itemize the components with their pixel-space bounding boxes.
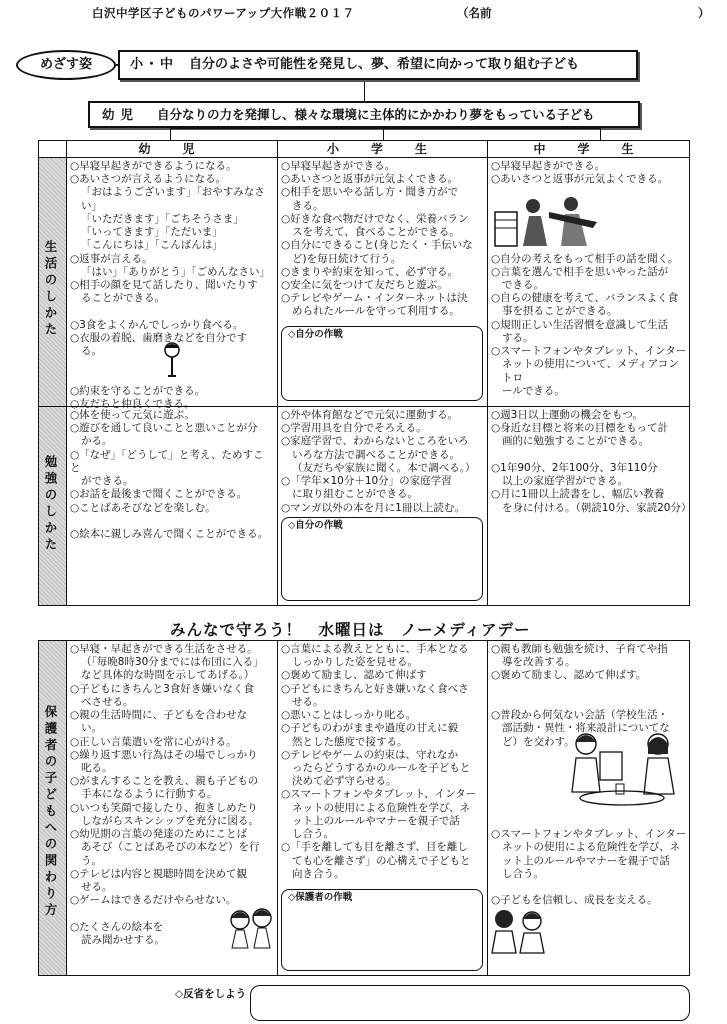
parents-preschool-cell: [67, 641, 277, 949]
study-own-plan-box[interactable]: [281, 517, 483, 601]
list-item: ても心を離さず」の心構えで子どもと: [292, 854, 471, 867]
list-item: （友だちや家族に聞く。本で調べる。）: [292, 461, 476, 474]
list-item: 「いってきます」「ただいま」: [81, 226, 223, 239]
list-item: ○あいさつが言えるようになる。: [70, 173, 227, 186]
list-item: ○スマートフォンやタブレット、インター: [281, 788, 477, 801]
list-item: ど)を毎日続けて行う。: [292, 252, 402, 265]
list-item: ○スマートフォンやタブレット、インター: [491, 345, 687, 358]
list-item: ることができる。: [81, 292, 165, 305]
list-item: [491, 449, 687, 462]
list-item: 叱る。: [81, 761, 113, 774]
list-item: ○自分の考えをもって相手の話を聞く。: [491, 252, 679, 265]
list-item: [491, 696, 687, 709]
list-item: あそび（ことばあそびの本など）を行: [81, 841, 260, 854]
list-item: [491, 881, 687, 894]
list-item: ○絵本に親しみ喜んで聞くことができる。: [70, 527, 269, 540]
list-item: いろな方法で調べることができる。: [292, 448, 460, 461]
list-item: ○早寝早起きができる。: [491, 160, 606, 172]
list-item: ○外や体育館などで元気に運動する。: [281, 409, 459, 421]
name-label: （名前: [457, 6, 492, 20]
list-item: ○あいさつと返事が元気よくできる。: [491, 173, 669, 186]
list-item: ○返事が言える。: [70, 252, 153, 265]
study-section-label: 勉強のしかた: [43, 455, 58, 554]
list-item: 向き合う。: [292, 867, 345, 880]
list-item: ○マンガ以外の本を月に1冊以上読む。: [281, 501, 465, 514]
list-item: ○好きな食べ物だけでなく、栄養バラン: [281, 212, 469, 225]
list-item: 「こんにちは」「こんばんは」: [81, 239, 223, 252]
list-item: 部活動・異性・将来設計についてな: [502, 722, 670, 735]
list-item: ○早寝早起きができる。: [281, 160, 396, 172]
list-item: ○「なぜ」「どうして」と考え、ためすこと: [70, 448, 264, 474]
list-item: ○体を使って元気に遊ぶ。: [70, 409, 195, 421]
list-item: [70, 515, 274, 528]
list-item: ○自らの健康を考えて、バランスよく食: [491, 292, 679, 305]
list-item: ○褒めて励まし、認めて伸ばす: [281, 669, 427, 682]
feedback-label: ◇反省をしよう: [175, 988, 247, 1000]
life-own-plan-label: ◇自分の作戦: [288, 329, 343, 340]
list-item: ○スマートフォンやタブレット、インター: [491, 828, 687, 841]
list-item: ○テレビは内容と視聴時間を決めて観: [70, 867, 247, 880]
list-item: ○3食をよくかんでしっかり食べる。: [70, 318, 244, 331]
parents-section-label: 保護者の子どもへの関わり方: [43, 705, 58, 920]
connector-bar: [170, 128, 601, 129]
list-item: ○テレビやゲーム・インターネットは決: [281, 292, 468, 305]
list-item: ○繰り返す悪い行為はその場でしっかり: [70, 748, 258, 761]
parents-plan-label: ◇保護者の作戦: [288, 892, 353, 903]
column-header-preschool: 幼 児: [138, 142, 205, 156]
no-media-day-title: みんなで守ろう！ 水曜日は ノーメディアデー: [170, 621, 531, 639]
list-item: 導を改善する。: [502, 656, 576, 669]
list-item: ○悪いことはしっかり叱る。: [281, 709, 417, 722]
list-item: ○正しい言葉遣いを常に心がける。: [70, 735, 237, 748]
goal-preschool-text: 自分なりの力を発揮し、様々な環境に主体的にかかわり夢をもっている子ども: [157, 106, 595, 122]
list-item: （「毎晩8時30分までには布団に入る」: [81, 656, 264, 669]
list-item: ネットの使用について、メディアコントロ: [502, 358, 679, 384]
list-item: る。: [81, 345, 102, 358]
parent-child-icon: [488, 905, 550, 955]
list-item: ○約束を守ることができる。: [70, 384, 206, 397]
list-item: ット上のルールやマナーを親子で話: [502, 854, 670, 867]
list-item: [491, 815, 687, 828]
list-item: べさせる。: [81, 695, 134, 708]
list-item: ネットの使用による危険性を学び、ネ: [502, 841, 681, 854]
list-item: せる。: [292, 695, 324, 708]
list-item: に取り組むことができる。: [292, 488, 418, 501]
list-item: う。: [81, 854, 102, 867]
list-item: ○友だちと仲良くできる。: [70, 397, 195, 410]
study-own-plan-label: ◇自分の作戦: [288, 520, 343, 531]
list-item: ○安全に気をつけて友だちと遊ぶ。: [281, 278, 448, 291]
list-item: 事を摂ることができる。: [502, 305, 618, 318]
list-item: ○早寝・早起きができる生活をさせる。: [70, 643, 258, 655]
list-item: し合う。: [292, 828, 334, 841]
list-item: し合う。: [502, 867, 544, 880]
feedback-input-box[interactable]: [250, 985, 690, 1021]
list-item: ネットの使用による危険性を学び、ネ: [292, 801, 471, 814]
life-elementary-cell: [278, 158, 487, 321]
children-illustration-icon: [226, 904, 274, 950]
list-item: 決めて必ず守らせる。: [292, 775, 397, 788]
list-item: ○自分にできること(身じたく・手伝いな: [281, 239, 473, 252]
list-item: められたルールを守って利用する。: [292, 305, 460, 318]
list-item: ○たくさんの絵本を: [70, 920, 164, 933]
life-section-label: 生活のしかた: [43, 240, 58, 339]
list-item: ○「学年×10分＋10分」の家庭学習: [281, 475, 452, 488]
life-own-plan-box[interactable]: [281, 326, 483, 401]
list-item: ○遊びを通して良いことと悪いことが分: [70, 422, 258, 435]
list-item: ○親も教師も勉強を続け、子育てや指: [491, 643, 668, 655]
list-item: ○子どものわがままや過度の甘えに毅: [281, 722, 459, 735]
page-title: 白沢中学区子どものパワーアップ大作戦２０１７: [92, 6, 355, 20]
list-item: ○いつも笑顔で接したり、抱きしめたり: [70, 801, 258, 814]
list-item: を身に付ける。（朝読10分、家読20分）: [502, 501, 692, 514]
list-item: ○普段から何気ない会話（学校生活・: [491, 709, 669, 722]
goal-oval: [16, 50, 116, 80]
list-item: ○テレビやゲームの約束は、守れなか: [281, 748, 458, 761]
list-item: ○月に1冊以上読書をし、幅広い教養: [491, 488, 665, 501]
list-item: [491, 683, 687, 696]
list-item: ○1年90分、2年100分、3年110分: [491, 461, 658, 474]
goal-oval-label: めざす姿: [39, 56, 92, 72]
list-item: ○言葉による教えとともに、手本となる: [281, 643, 469, 655]
list-item: ○親の生活時間に、子どもを合わせな: [70, 709, 248, 722]
list-item: 手本になるように行動する。: [81, 788, 218, 801]
study-elementary-cell: [278, 407, 487, 517]
list-item: 然とした態度で接する。: [292, 735, 408, 748]
family-conversation-icon: [560, 722, 685, 812]
list-item: ○早寝早起きができるようになる。: [70, 160, 237, 172]
connector-mid: [383, 128, 384, 140]
study-junior-cell: [488, 407, 690, 517]
study-preschool-cell: [67, 407, 277, 543]
list-item: 「おはようございます」「おやすみなさい」: [81, 186, 265, 212]
list-item: ○子どもを信頼し、成長を支える。: [491, 894, 658, 907]
list-item: ○相手を思いやる話し方・聞き方がで: [281, 186, 459, 199]
list-item: かる。: [81, 435, 113, 448]
list-item: ○身近な目標と将来の目標をもって計: [491, 422, 669, 435]
list-item: しながらスキンシップを充分に図る。: [81, 814, 259, 827]
students-illustration-icon: [493, 192, 603, 250]
list-item: 「はい」「ありがとう」「ごめんなさい」: [81, 265, 270, 278]
list-item: ができる。: [81, 475, 134, 488]
list-item: ールできる。: [502, 384, 565, 397]
connector-left: [170, 128, 171, 140]
column-header-elementary: 小 学 生: [326, 142, 437, 156]
list-item: ○相手の顔を見て話したり、聞いたりす: [70, 278, 258, 291]
list-item: ○子どもにきちんと好き嫌いなく食べさ: [281, 682, 469, 695]
list-item: ○幼児期の言葉の発達のためにことば: [70, 828, 248, 841]
list-item: ット上のルールやマナーを親子で話: [292, 814, 460, 827]
goal-preschool-tag: 幼児: [102, 106, 140, 122]
list-item: ったらどうするかのルールを子どもと: [292, 761, 471, 774]
list-item: ○あいさつと返事が元気よくできる。: [281, 173, 459, 186]
list-item: ○家庭学習で、わからないところをいろ: [281, 435, 469, 448]
list-item: ○ゲームはできるだけやらせない。: [70, 894, 237, 907]
list-item: ○子どもにきちんと3食好き嫌いなく食: [70, 682, 254, 695]
parents-plan-box[interactable]: [281, 889, 483, 971]
list-item: ○がまんすることを教え、親も子どもの: [70, 775, 259, 788]
list-item: 読み聞かせする。: [81, 933, 165, 946]
goal-school-text: 自分のよさや可能性を発見し、夢、希望に向かって取り組む子ども: [189, 56, 580, 72]
child-toothbrush-icon: [160, 340, 184, 386]
list-item: ○きまりや約束を知って、必ず守る。: [281, 265, 458, 278]
list-item: [70, 305, 274, 318]
list-item: できる。: [502, 278, 544, 291]
list-item: 画的に勉強することができる。: [502, 435, 649, 448]
goal-school-tag: 小・中: [130, 56, 176, 72]
goal-school-box: [118, 50, 638, 80]
list-item: スを考えて、食べることができる。: [292, 226, 460, 239]
parents-elementary-cell: [278, 641, 487, 883]
goal-preschool-box: [88, 101, 640, 128]
column-header-junior: 中 学 生: [533, 142, 644, 156]
name-close-paren: ）: [698, 6, 710, 20]
list-item: ○言葉を選んで相手を思いやった話が: [491, 265, 669, 278]
list-item: せる。: [81, 880, 113, 893]
list-item: ○「手を離しても目を離さず、目を離し: [281, 841, 468, 854]
list-item: ○衣服の着脱、歯磨きなどを自分です: [70, 331, 248, 344]
list-item: ○規則正しい生活習慣を意識して生活: [491, 318, 669, 331]
list-item: 以上の家庭学習ができる。: [502, 475, 628, 488]
list-item: ○学習用具を自分でそろえる。: [281, 422, 427, 435]
list-item: する。: [502, 331, 534, 344]
list-item: い。: [81, 722, 102, 735]
list-item: ○週3日以上運動の機会をもつ。: [491, 409, 643, 421]
list-item: しっかりした姿を見せる。: [292, 656, 418, 669]
list-item: ○褒めて励まし、認めて伸ばす。: [491, 669, 647, 682]
list-item: 「いただきます」「ごちそうさま」: [81, 212, 244, 225]
list-item: ど）を交わす。: [502, 735, 575, 748]
list-item: ○ことばあそびなどを楽しむ。: [70, 501, 216, 514]
list-item: きる。: [292, 199, 324, 212]
goal-connector-vertical: [364, 82, 365, 101]
connector-right: [600, 128, 601, 140]
list-item: など具体的な時間を示してあげる。）: [81, 669, 255, 682]
list-item: ○お話を最後まで聞くことができる。: [70, 488, 248, 501]
